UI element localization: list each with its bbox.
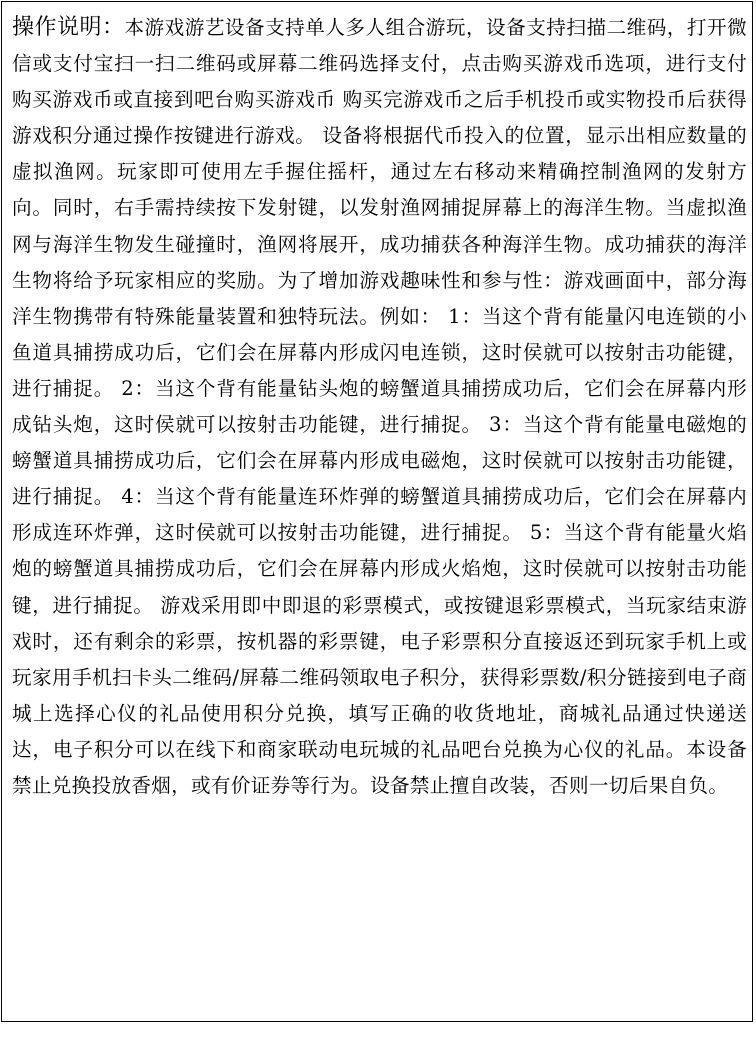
instruction-text	[12, 10, 747, 804]
instruction-frame	[1, 1, 753, 1022]
instruction-body: 本游戏游艺设备支持单人多人组合游玩，设备支持扫描二维码，打开微信或支付宝扫一扫二维码或屏幕二维码选择支付，点击购买游戏币选项，进行支付购买游戏币或直接到吧台购买游戏币 购买完游戏币之后手机投币或实物投币后获得游戏积分通过操作按键进行游戏。 设备将根据代币投入的位置，显示出相应数量的虚拟渔网。玩家即可使用左手握住摇杆，通过左右移动来精确控制渔网的发射方向。同时，右手需持续按下发射键，以发射渔网捕捉屏幕上的海洋生物。当虚拟渔网与海洋生物发生碰撞时，渔网将展开，成功捕获各种海洋生物。成功捕获的海洋生物将给予玩家相应的奖励。为了增加游戏趣味性和参与性：游戏画面中，部分海洋生物携带有特殊能量装置和独特玩法。例如： 1：当这个背有能量闪电连锁的小鱼道具捕捞成功后，它们会在屏幕内形成闪电连锁，这时侯就可以按射击功能键，进行捕捉。 2：当这个背有能量钻头炮的螃蟹道具捕捞成功后，它们会在屏幕内形成钻头炮，这时侯就可以按射击功能键，进行捕捉。 3：当这个背有能量电磁炮的螃蟹道具捕捞成功后，它们会在屏幕内形成电磁炮，这时侯就可以按射击功能键，进行捕捉。 4：当这个背有能量连环炸弹的螃蟹道具捕捞成功后，它们会在屏幕内形成连环炸弹，这时侯就可以按射击功能键，进行捕捉。 5：当这个背有能量火焰炮的螃蟹道具捕捞成功后，它们会在屏幕内形成火焰炮，这时侯就可以按射击功能键，进行捕捉。 游戏采用即中即退的彩票模式，或按键退彩票模式，当玩家结束游戏时，还有剩余的彩票，按机器的彩票键，电子彩票积分直接返还到玩家手机上或玩家用手机扫卡头二维码/屏幕二维码领取电子积分，获得彩票数/积分链接到电子商城上选择心仪的礼品使用积分兑换，填写正确的收货地址，商城礼品通过快递送达，电子积分可以在线下和商家联动电玩城的礼品吧台兑换为心仪的礼品。本设备禁止兑换投放香烟，或有价证券等行为。设备禁止擅自改装，否则一切后果自负。	[12, 16, 747, 797]
instruction-heading: 操作说明：	[12, 15, 125, 40]
